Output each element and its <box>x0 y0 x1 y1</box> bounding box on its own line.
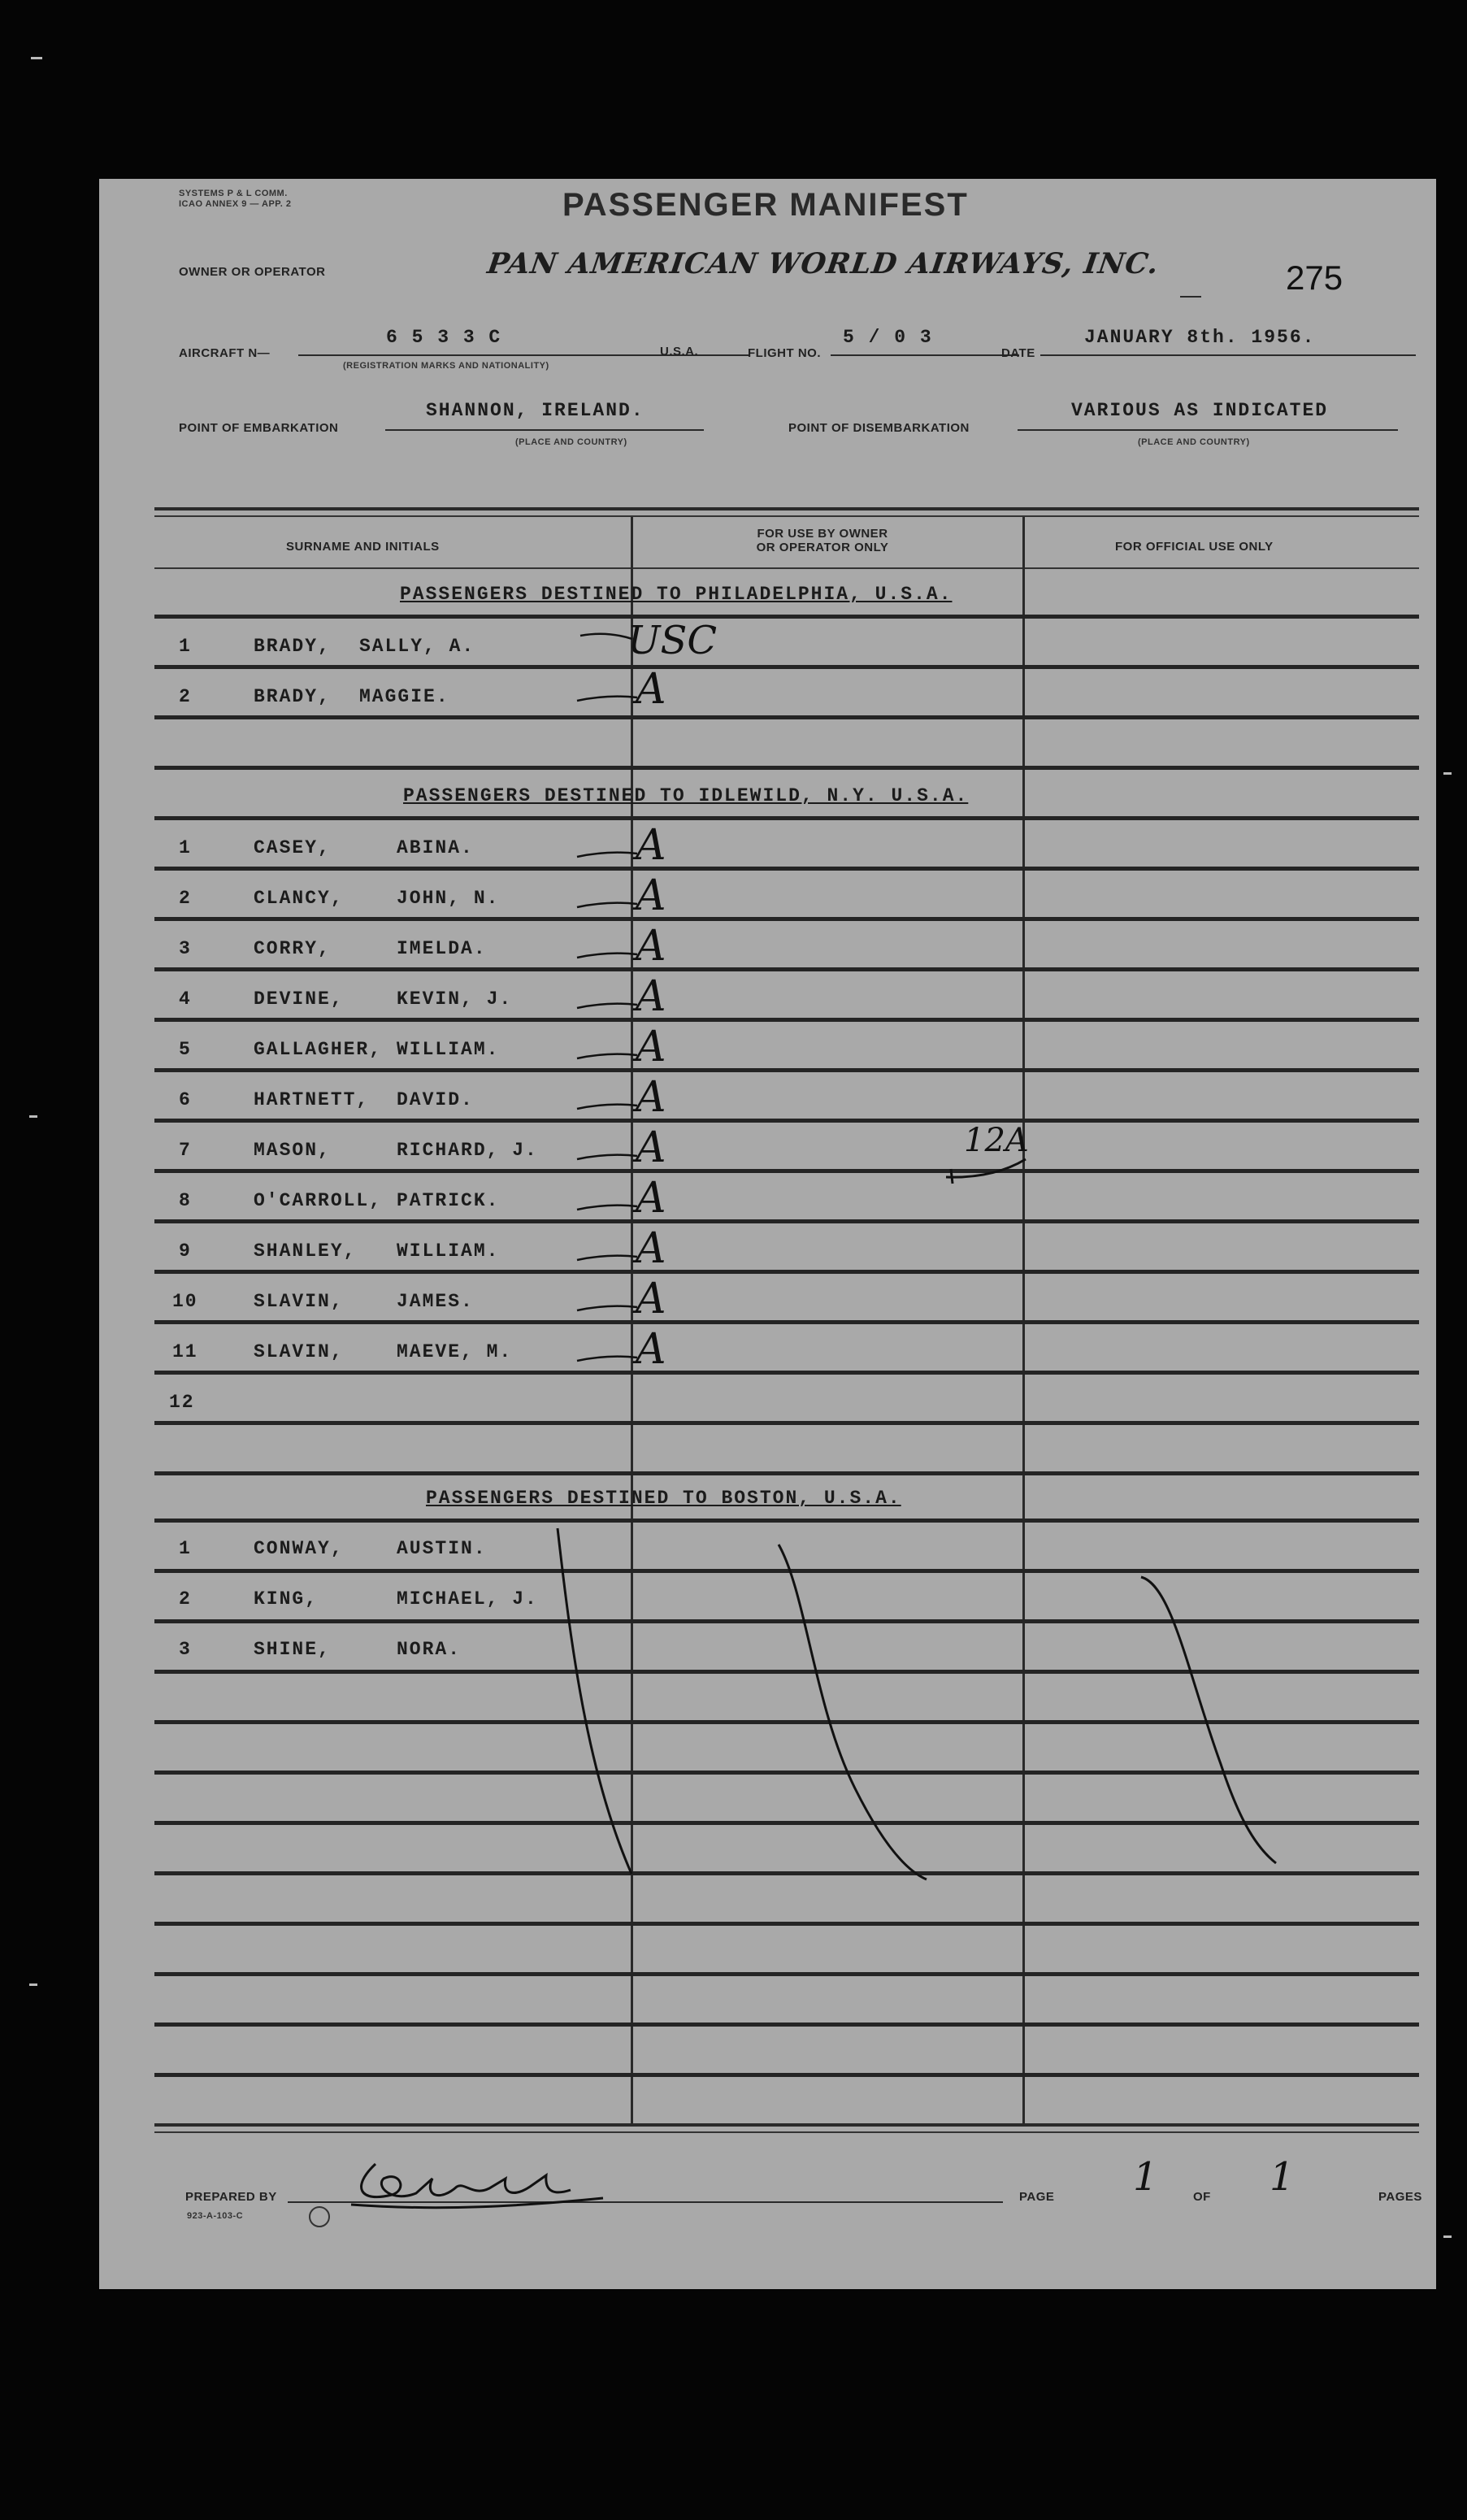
row-given: PATRICK. <box>397 1190 500 1211</box>
row-rule <box>154 1371 1419 1375</box>
flight-label: FLIGHT NO. <box>748 346 821 360</box>
check-leader-stroke <box>575 1047 640 1067</box>
pages-label: PAGES <box>1378 2190 1422 2204</box>
row-rule <box>154 665 1419 669</box>
row-rule <box>154 1471 1419 1475</box>
row-surname: BRADY, <box>254 636 331 657</box>
dash-mark <box>1180 296 1201 298</box>
row-rule <box>154 1270 1419 1274</box>
row-surname: DEVINE, <box>254 988 344 1010</box>
date-value: JANUARY 8th. 1956. <box>1084 327 1316 348</box>
check-mark: A <box>636 871 666 920</box>
row-rule <box>154 1421 1419 1425</box>
check-leader-stroke <box>575 1198 640 1218</box>
scan-mark <box>29 1983 37 1986</box>
disembark-line <box>1018 429 1398 431</box>
form-seal-icon <box>309 2206 330 2227</box>
row-given: KEVIN, J. <box>397 988 513 1010</box>
check-leader-stroke <box>575 689 640 709</box>
row-number: 6 <box>179 1089 192 1110</box>
disembark-label: POINT OF DISEMBARKATION <box>788 421 970 435</box>
check-leader-stroke <box>575 896 640 915</box>
row-rule <box>154 766 1419 770</box>
row-number: 3 <box>179 1639 192 1660</box>
embark-caption: (PLACE AND COUNTRY) <box>515 437 627 447</box>
check-mark: A <box>636 1073 666 1122</box>
section-heading-idlewild: PASSENGERS DESTINED TO IDLEWILD, N.Y. U.S.A. <box>403 785 969 806</box>
row-number: 5 <box>179 1039 192 1060</box>
form-number: 923-A-103-C <box>187 2211 244 2221</box>
row-number: 1 <box>179 837 192 858</box>
aircraft-label: AIRCRAFT N— <box>179 346 271 360</box>
usc-handwritten-mark: USC <box>627 618 718 663</box>
row-given: MAGGIE. <box>359 686 449 707</box>
of-value: 1 <box>1270 2154 1295 2200</box>
scan-mark <box>1443 772 1452 775</box>
row-number: 1 <box>179 1538 192 1559</box>
row-rule <box>154 1972 1419 1976</box>
preparer-signature <box>343 2154 611 2211</box>
form-code: SYSTEMS P & L COMM. ICAO ANNEX 9 — APP. 2 <box>179 189 292 209</box>
row-rule <box>154 867 1419 871</box>
row-surname: CASEY, <box>254 837 331 858</box>
page-number: 275 <box>1286 259 1343 297</box>
table-top-rule <box>154 507 1419 511</box>
check-mark: A <box>636 1275 666 1323</box>
check-mark: A <box>636 972 666 1021</box>
row-rule <box>154 1068 1419 1072</box>
row-surname: KING, <box>254 1588 319 1610</box>
row-surname: SHANLEY, <box>254 1240 357 1262</box>
row-given: JAMES. <box>397 1291 474 1312</box>
row-number: 10 <box>172 1291 198 1312</box>
check-leader-stroke <box>575 946 640 966</box>
row-given: DAVID. <box>397 1089 474 1110</box>
row-surname: MASON, <box>254 1140 331 1161</box>
disembark-value: VARIOUS AS INDICATED <box>1071 400 1329 421</box>
flight-number: 5 / 0 3 <box>843 327 933 348</box>
row-surname: HARTNETT, <box>254 1089 370 1110</box>
footer-top-rule <box>154 2123 1419 2127</box>
check-leader-stroke <box>575 1148 640 1167</box>
boston-strike-line-3 <box>1139 1577 1278 1870</box>
row-surname: SLAVIN, <box>254 1341 344 1362</box>
row-given: WILLIAM. <box>397 1039 500 1060</box>
check-mark: A <box>636 1023 666 1071</box>
check-mark: A <box>636 1325 666 1374</box>
row-rule <box>154 2023 1419 2027</box>
row-number: 12 <box>169 1392 195 1413</box>
check-mark: A <box>636 1224 666 1273</box>
embark-label: POINT OF EMBARKATION <box>179 421 339 435</box>
check-leader-stroke <box>575 1299 640 1319</box>
check-leader-stroke <box>575 845 640 865</box>
row-rule <box>154 1018 1419 1022</box>
col-official-header: FOR OFFICIAL USE ONLY <box>1115 540 1274 554</box>
row-rule <box>154 1219 1419 1223</box>
registration-caption: (REGISTRATION MARKS AND NATIONALITY) <box>343 361 549 371</box>
date-label: DATE <box>1001 346 1035 360</box>
section-heading-boston: PASSENGERS DESTINED TO BOSTON, U.S.A. <box>426 1488 901 1509</box>
row-given: ABINA. <box>397 837 474 858</box>
row-surname: CLANCY, <box>254 888 344 909</box>
row-rule <box>154 1320 1419 1324</box>
row-number: 8 <box>179 1190 192 1211</box>
row-given: SALLY, A. <box>359 636 475 657</box>
row-number: 2 <box>179 888 192 909</box>
row-surname: CORRY, <box>254 938 331 959</box>
of-label: OF <box>1193 2190 1211 2204</box>
row-number: 7 <box>179 1140 192 1161</box>
col-surname-header: SURNAME AND INITIALS <box>286 540 440 554</box>
aircraft-number: 6 5 3 3 C <box>386 327 502 348</box>
row-surname: BRADY, <box>254 686 331 707</box>
check-leader-stroke <box>575 997 640 1016</box>
section-heading-philadelphia: PASSENGERS DESTINED TO PHILADELPHIA, U.S.A. <box>400 584 953 605</box>
embark-line <box>385 429 704 431</box>
scan-mark <box>31 57 42 59</box>
header-bottom-rule <box>154 567 1419 569</box>
row-surname: SLAVIN, <box>254 1291 344 1312</box>
boston-strike-line-2 <box>774 1545 928 1886</box>
row-given: IMELDA. <box>397 938 487 959</box>
row-surname: O'CARROLL, <box>254 1190 383 1211</box>
owner-label: OWNER OR OPERATOR <box>179 265 326 279</box>
row-number: 9 <box>179 1240 192 1262</box>
row-rule <box>154 1169 1419 1173</box>
row-number: 3 <box>179 938 192 959</box>
check-leader-stroke <box>575 1097 640 1117</box>
check-mark: A <box>636 1123 666 1172</box>
row-surname: GALLAGHER, <box>254 1039 383 1060</box>
row-rule <box>154 615 1419 619</box>
scan-mark <box>29 1115 37 1118</box>
page-value: 1 <box>1133 2154 1158 2200</box>
row-surname: SHINE, <box>254 1639 331 1660</box>
row-given: NORA. <box>397 1639 462 1660</box>
row-number: 11 <box>172 1341 198 1362</box>
row-given: MAEVE, M. <box>397 1341 513 1362</box>
row-number: 4 <box>179 988 192 1010</box>
check-leader-stroke <box>575 1249 640 1268</box>
embark-value: SHANNON, IRELAND. <box>426 400 645 421</box>
check-mark: A <box>636 1174 666 1223</box>
row-rule <box>154 816 1419 820</box>
manifest-page <box>99 179 1436 2289</box>
check-mark: A <box>636 922 666 971</box>
row-given: RICHARD, J. <box>397 1140 538 1161</box>
row-given: AUSTIN. <box>397 1538 487 1559</box>
col-owner-header: FOR USE BY OWNER OR OPERATOR ONLY <box>756 527 889 554</box>
document-title: PASSENGER MANIFEST <box>562 187 969 223</box>
row-rule <box>154 1922 1419 1926</box>
row-rule <box>154 917 1419 921</box>
row-rule <box>154 967 1419 971</box>
nationality: U.S.A. <box>660 345 699 358</box>
prepared-by-label: PREPARED BY <box>185 2190 277 2204</box>
page-label: PAGE <box>1019 2190 1055 2204</box>
check-mark: A <box>636 665 666 714</box>
row-number: 2 <box>179 1588 192 1610</box>
date-line <box>1040 354 1416 356</box>
table-top-rule-2 <box>154 515 1419 517</box>
check-leader-stroke <box>575 1349 640 1369</box>
seat-note: 12A <box>964 1122 1029 1159</box>
row-rule <box>154 715 1419 719</box>
disembark-caption: (PLACE AND COUNTRY) <box>1138 437 1250 447</box>
scan-mark <box>1443 2235 1452 2238</box>
flight-line <box>831 354 1019 356</box>
row-given: MICHAEL, J. <box>397 1588 538 1610</box>
footer-top-rule-2 <box>154 2131 1419 2133</box>
row-rule <box>154 1119 1419 1123</box>
row-rule <box>154 1519 1419 1523</box>
row-number: 1 <box>179 636 192 657</box>
check-mark: A <box>636 821 666 870</box>
row-rule <box>154 2073 1419 2077</box>
usc-leader-stroke <box>579 628 636 652</box>
boston-strike-line-1 <box>554 1528 636 1878</box>
seat-note-underline <box>928 1159 1026 1192</box>
row-given: JOHN, N. <box>397 888 500 909</box>
operator-name: PAN AMERICAN WORLD AIRWAYS, INC. <box>485 247 1161 280</box>
row-surname: CONWAY, <box>254 1538 344 1559</box>
row-given: WILLIAM. <box>397 1240 500 1262</box>
row-number: 2 <box>179 686 192 707</box>
